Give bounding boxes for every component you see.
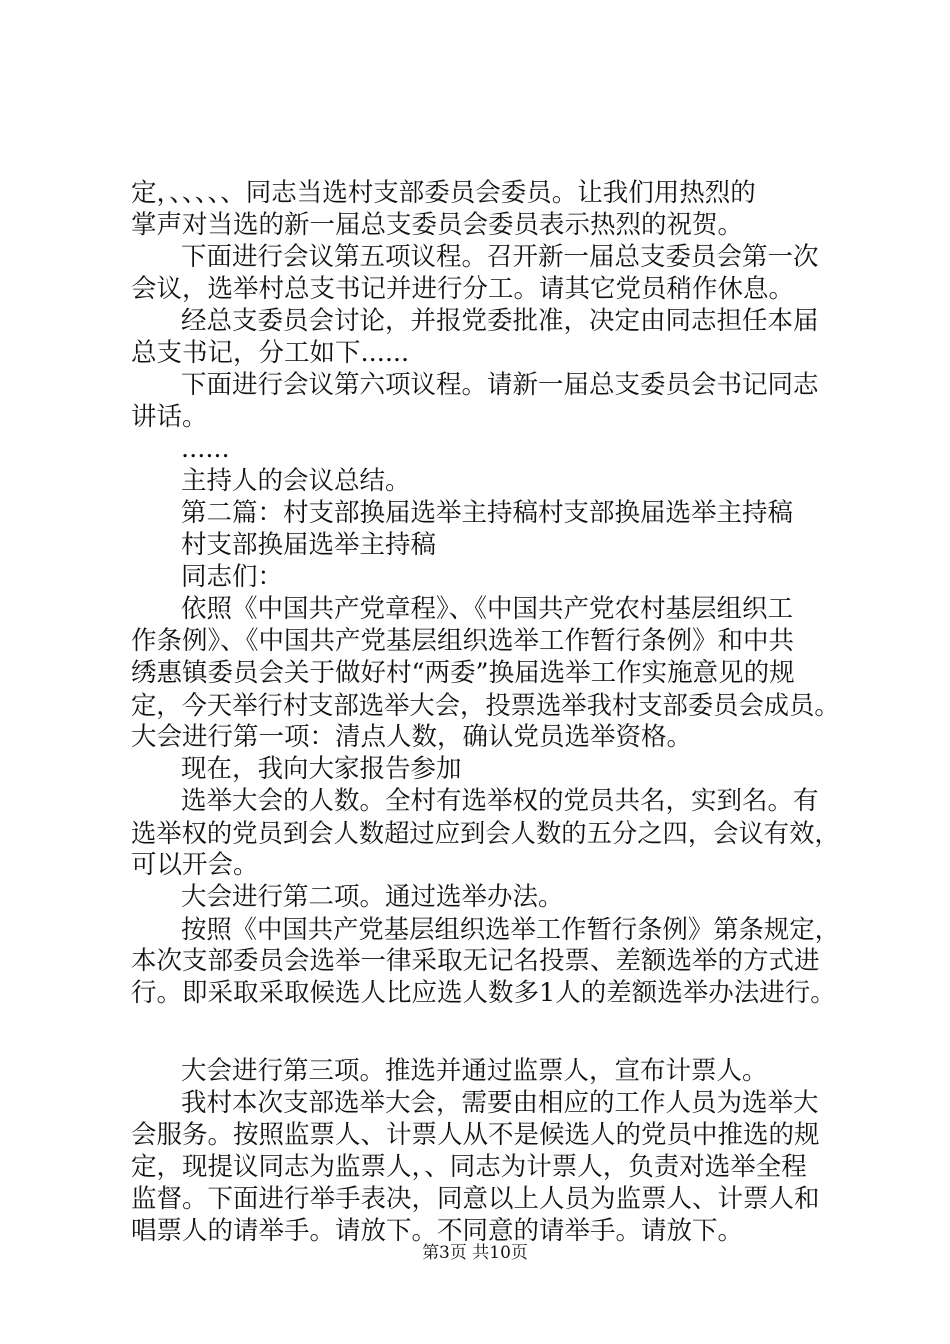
text-line: 大会进行第二项。通过选举办法。 <box>181 882 564 912</box>
document-title: 村支部换届选举主持稿 <box>181 530 437 560</box>
salutation: 同志们： <box>181 562 284 592</box>
text-line: 掌声对当选的新一届总支委员会委员表示热烈的祝贺。 <box>131 210 744 240</box>
text-line: 定，今天举行村支部选举大会，投票选举我村支部委员会成员。 <box>131 690 840 720</box>
text-line: 唱票人的请举手。请放下。不同意的请举手。请放下。 <box>131 1216 744 1246</box>
text-line: 现在，我向大家报告参加 <box>181 754 462 784</box>
text-line: 会议，选举村总支书记并进行分工。请其它党员稍作休息。 <box>131 274 795 304</box>
text-line: 监督。下面进行举手表决，同意以上人员为监票人、计票人和 <box>131 1184 820 1214</box>
text-line: 会服务。按照监票人、计票人从不是候选人的党员中推选的规 <box>131 1120 820 1150</box>
text-line: 讲话。 <box>131 402 208 432</box>
text-line: 行。即采取采取候选人比应选人数多1人的差额选举办法进行。 <box>131 978 836 1008</box>
text-line: 本次支部委员会选举一律采取无记名投票、差额选举的方式进 <box>131 946 820 976</box>
text-line: 按照《中国共产党基层组织选举工作暂行条例》第条规定， <box>181 914 840 944</box>
text-line: 下面进行会议第六项议程。请新一届总支委员会书记同志 <box>181 370 819 400</box>
text-line: 主持人的会议总结。 <box>181 466 411 496</box>
text-line: 选举权的党员到会人数超过应到会人数的五分之四，会议有效， <box>131 818 840 848</box>
text-line: 大会进行第一项：清点人数，确认党员选举资格。 <box>131 722 693 752</box>
text-line: 选举大会的人数。全村有选举权的党员共名，实到名。有 <box>181 786 819 816</box>
text-line: 定，现提议同志为监票人，、同志为计票人，负责对选举全程 <box>131 1152 807 1182</box>
text-line: 总支书记，分工如下...... <box>131 338 410 368</box>
text-line: 下面进行会议第五项议程。召开新一届总支委员会第一次 <box>181 242 819 272</box>
text-line: 可以开会。 <box>131 850 259 880</box>
text-line: 经总支委员会讨论，并报党委批准，决定由同志担任本届 <box>181 306 819 336</box>
page-number-footer: 第3页 共10页 <box>422 1243 528 1263</box>
text-line: ...... <box>181 434 230 464</box>
text-line: 依照《中国共产党章程》、《中国共产党农村基层组织工 <box>181 594 794 624</box>
text-line: 定，、、、、、同志当选村支部委员会委员。让我们用热烈的 <box>131 178 756 208</box>
text-line: 绣惠镇委员会关于做好村“两委”换届选举工作实施意见的规 <box>131 658 795 688</box>
text-line: 大会进行第三项。推选并通过监票人，宣布计票人。 <box>181 1056 768 1086</box>
text-line: 作条例》、《中国共产党基层组织选举工作暂行条例》和中共 <box>131 626 795 656</box>
section-heading: 第二篇：村支部换届选举主持稿村支部换届选举主持稿 <box>181 498 794 528</box>
text-line: 我村本次支部选举大会，需要由相应的工作人员为选举大 <box>181 1088 819 1118</box>
